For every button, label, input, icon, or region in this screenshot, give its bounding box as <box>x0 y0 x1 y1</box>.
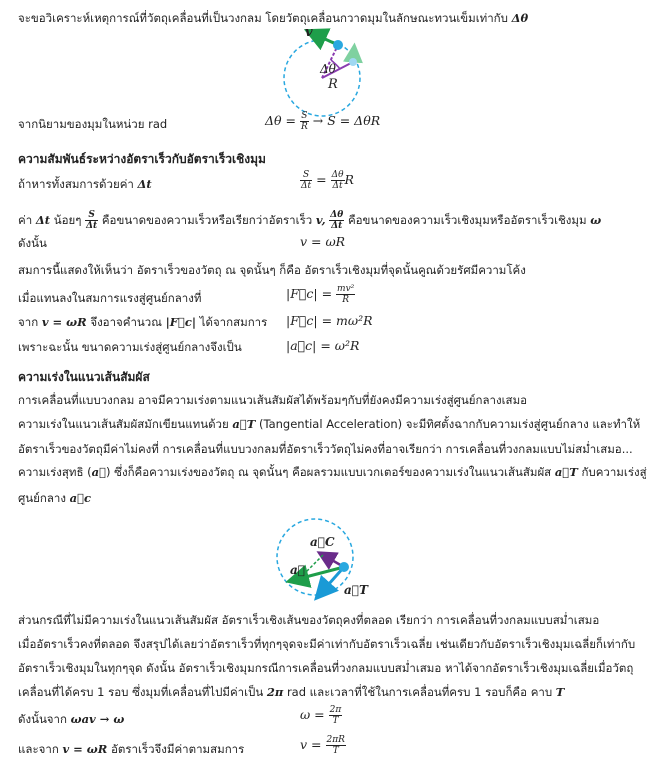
at-symbol: a⃗T <box>554 465 578 479</box>
text-part: ค่า <box>18 213 33 227</box>
velocity-label: v <box>305 25 313 40</box>
omega-line <box>18 711 124 729</box>
tangential-line-3: อัตราเร็วของวัตถุมีค่าไม่คงที่ การเคลื่อนที่แบบวงกลมที่อัตราเร็ววัตถุไม่คงที่อาจเรียกว่า การเคลื่อนที่วงกลมแบบไม่สม่ำเสมอ... <box>18 442 633 456</box>
divide-text: ถ้าหารทั้งสมการด้วยค่า <box>18 177 134 191</box>
frac-den: Δt <box>301 181 312 191</box>
dt-symbol: Δt <box>137 177 152 191</box>
two-pi-symbol: 2π <box>266 685 284 699</box>
divide-line <box>18 176 152 194</box>
frac-den: R <box>300 122 308 132</box>
intro-line <box>18 10 528 28</box>
omega-av-symbol: ωav → ω <box>70 712 125 726</box>
text-part: คือขนาดของความเร็วหรือเรียกว่าอัตราเร็ว <box>101 213 313 227</box>
intro-text: จะขอวิเคราะห์เหตุการณ์ที่วัตถุเคลื่อนที่เป็นวงกลม โดยวัตถุเคลื่อนกวาดมุมในลักษณะทวนเข็มเท่ากับ <box>18 11 508 25</box>
frac-den: Δt <box>86 221 98 231</box>
at-symbol: a⃗T <box>232 417 256 431</box>
uniform-line-3: อัตราเร็วเชิงมุมในทุกๆจุด ดังนั้น อัตราเร็วเชิงมุมกรณีการเคลื่อนที่วงกลมแบบสม่ำเสมอ หาได้จากอัตราเร็วเชิงมุมเฉลี่ยเมื่อวัตถุ <box>18 661 634 675</box>
frac-num: 2π <box>329 705 342 715</box>
omega-symbol: ω <box>590 213 602 227</box>
text-part: อัตราเร็วจึงมีค่าตามสมการ <box>110 742 245 756</box>
acceleration-vector-diagram <box>270 512 368 602</box>
text-part: คือขนาดของความเร็วเชิงมุมหรืออัตราเร็วเชิงมุม <box>347 213 587 227</box>
ac-symbol: a⃗c <box>69 491 91 505</box>
tangential-line-2 <box>18 416 640 434</box>
radian-text: จากนิยามของมุมในหน่วย rad <box>18 117 168 131</box>
v-symbol: v, <box>315 213 326 227</box>
eq-lhs: ω = <box>300 707 325 722</box>
text-part: และจาก <box>18 742 59 756</box>
fc-symbol: |F⃗c| <box>165 315 197 329</box>
tangential-line-5 <box>18 490 91 508</box>
frac-den: Δt <box>331 221 343 231</box>
v-omega-r-symbol: v = ωR <box>62 742 108 756</box>
text-part: ความเร่งสุทธิ ( <box>18 465 92 479</box>
a-symbol: a⃗ <box>91 465 107 479</box>
divide-equation <box>300 170 354 191</box>
text-part: เคลื่อนที่ได้ครบ 1 รอบ ซึ่งมุมที่เคลื่อนที่ไปมีค่าเป็น <box>18 685 264 699</box>
period-symbol: T <box>555 685 565 699</box>
section2-title: ความเร่งในแนวเส้นสัมผัส <box>18 370 150 384</box>
text-part: จาก <box>18 315 39 329</box>
uniform-line-1: ส่วนกรณีที่ไม่มีความเร่งในแนวเส้นสัมผัส อัตราเร็วเชิงเส้นของวัตถุคงที่ตลอด เรียกว่า การเคลื่อนที่วงกลมแบบสม่ำเสมอ <box>18 613 600 627</box>
path-circle <box>277 519 353 595</box>
text-part: ศูนย์กลาง <box>18 491 66 505</box>
v-equation: v = ωR <box>300 234 346 249</box>
frac-den: T <box>332 746 339 756</box>
at-label: a⃗T <box>344 583 368 597</box>
ac-label: a⃗C <box>310 535 335 549</box>
frac-den: T <box>332 716 339 726</box>
frac-num: S <box>85 210 98 221</box>
s-over-r <box>300 111 309 132</box>
angle-label: Δθ <box>320 62 336 76</box>
text-part: (Tangential Acceleration) จะมีทิศตั้งฉากกับความเร่งสู่ศูนย์กลาง และทำให้ <box>258 417 641 431</box>
speed-equation <box>300 735 346 756</box>
dtheta-over-dt <box>329 210 344 231</box>
circular-motion-diagram <box>270 25 380 110</box>
text-part: ความเร่งในแนวเส้นสัมผัสมักเขียนแทนด้วย <box>18 417 229 431</box>
v-omega-r-symbol: v = ωR <box>41 315 87 329</box>
because-text: เพราะฉะนั้น ขนาดความเร่งสู่ศูนย์กลางจึงเป็น <box>18 340 242 354</box>
eq-lhs: |F⃗c| = <box>286 286 333 301</box>
frac-num: Δθ <box>330 210 344 220</box>
s-over-dt <box>85 210 98 231</box>
uniform-line-4 <box>18 684 564 702</box>
v-line <box>18 741 244 759</box>
eq-tail: R <box>344 172 354 187</box>
frac-num: Δθ <box>331 170 344 180</box>
radian-equation <box>265 111 380 132</box>
frac-den: R <box>342 295 350 305</box>
small-dt-line <box>18 210 601 231</box>
two-pi-over-t <box>329 705 343 726</box>
text-part: กับความเร่งสู่ <box>581 465 647 479</box>
radian-eq-lhs: Δθ = <box>265 113 296 128</box>
therefore-text: ดังนั้น <box>18 236 47 250</box>
frac-num: mv² <box>337 284 355 294</box>
tangential-line-4 <box>18 464 647 482</box>
delta-theta-symbol: Δθ <box>511 11 529 25</box>
section1-title: ความสัมพันธ์ระหว่างอัตราเร็วกับอัตราเร็วเชิงมุม <box>18 152 266 166</box>
frac-num: S <box>300 170 312 181</box>
radius-label: R <box>328 77 338 92</box>
text-part: น้อยๆ <box>53 213 82 227</box>
uniform-line-2: เมื่ออัตราเร็วคงที่ตลอด จึงสรุปได้เลยว่าอัตราเร็วที่ทุกๆจุดจะมีค่าเท่ากับอัตราเร็วเฉลี่ย เช่นเดียวกับอัตราเร็วเชิงมุมเฉลี่ยก็เท่ากับ <box>18 637 636 651</box>
centripetal-equation <box>286 284 355 305</box>
object-dot-2 <box>349 58 357 66</box>
omega-equation <box>300 705 342 726</box>
text-part: ) ซึ่งก็คือความเร่งของวัตถุ ณ จุดนั้นๆ คือผลรวมแบบเวกเตอร์ของความเร่งในแนวเส้นสัมผัส <box>106 465 552 479</box>
equals-sign: = <box>316 172 327 187</box>
frac-num: S <box>301 111 308 121</box>
eq-lhs: v = <box>300 737 322 752</box>
from-line <box>18 314 267 332</box>
frac-num: 2πR <box>326 735 345 745</box>
object-dot <box>339 562 349 572</box>
text-part: จึงอาจคำนวณ <box>90 315 162 329</box>
show-text: สมการนี้แสดงให้เห็นว่า อัตราเร็วของวัตถุ ณ จุดนั้นๆ ก็คือ อัตราเร็วเชิงมุมที่จุดนั้นคูณด้วยรัศมีความโค้ง <box>18 263 526 277</box>
text-part: rad และเวลาที่ใช้ในการเคลื่อนที่ครบ 1 รอบก็คือ คาบ <box>286 685 553 699</box>
text-part: ดังนั้นจาก <box>18 712 67 726</box>
radian-eq-rhs: → S = ΔθR <box>312 113 381 128</box>
centripetal-text: เมื่อแทนลงในสมการแรงสู่ศูนย์กลางที่ <box>18 291 202 305</box>
a-label: a⃗ <box>290 563 305 577</box>
dt-symbol: Δt <box>35 213 51 227</box>
mv2-over-r <box>336 284 355 305</box>
accel-equation: |a⃗c| = ω²R <box>286 338 360 353</box>
text-part: ได้จากสมการ <box>199 315 268 329</box>
force-equation: |F⃗c| = mω²R <box>286 313 373 328</box>
two-pi-r-over-t <box>326 735 346 756</box>
tangential-line-1: การเคลื่อนที่แบบวงกลม อาจมีความเร่งตามแนวเส้นสัมผัสได้พร้อมๆกับที่ยังคงมีความเร่งสู่ศูนย์กลางเสมอ <box>18 393 528 407</box>
s-over-dt <box>300 170 312 191</box>
dtheta-over-dt <box>331 170 345 191</box>
object-dot-1 <box>333 40 343 50</box>
frac-den: Δt <box>332 181 343 191</box>
